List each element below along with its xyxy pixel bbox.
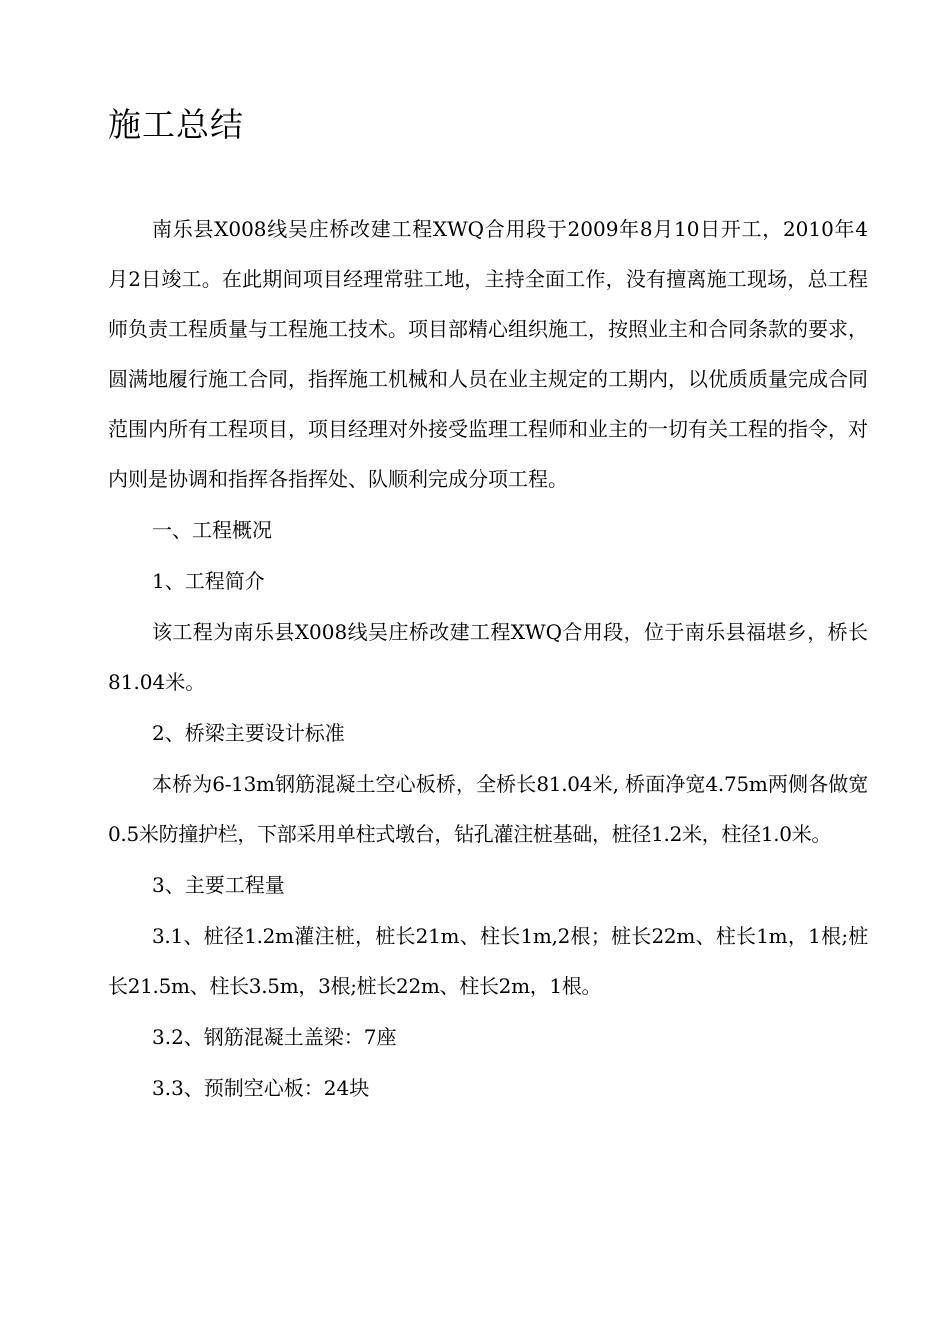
paragraph-project-location: 该工程为南乐县X008线吴庄桥改建工程XWQ合用段，位于南乐县福堪乡，桥长81.04米。 <box>108 620 868 694</box>
subsection-heading-quantities: 3、主要工程量 <box>152 873 285 897</box>
subsection-heading-design-standards: 2、桥梁主要设计标准 <box>152 721 345 745</box>
document-title: 施工总结 <box>108 105 244 144</box>
subsection-heading-intro: 1、工程简介 <box>152 569 265 593</box>
paragraph-intro: 南乐县X008线吴庄桥改建工程XWQ合用段于2009年8月10日开工，2010年4月2日竣工。在此期间项目经理常驻工地，主持全面工作，没有擅离施工现场，总工程师负责工程质量与工程施工技术。项目部精心组织施工，按照业主和合同条款的要求，圆满地履行施工合同，指挥施工机械和人员在业主规定的工期内，以优质质量完成合同范围内所有工程项目，项目经理对外接受监理工程师和业主的一切有关工程的指令，对内则是协调和指挥各指挥处、队顺利完成分项工程。 <box>108 217 868 491</box>
paragraph-quantity-piles: 3.1、桩径1.2m灌注桩，桩长21m、柱长1m,2根；桩长22m、柱长1m，1根;桩长21.5m、柱长3.5m，3根;桩长22m、柱长2m，1根。 <box>108 924 868 998</box>
paragraph-design-standards: 本桥为6-13m钢筋混凝土空心板桥，全桥长81.04米, 桥面净宽4.75m两侧各做宽0.5米防撞护栏，下部采用单柱式墩台，钻孔灌注桩基础，桩径1.2米，柱径1.0米。 <box>108 772 868 846</box>
document-body <box>108 204 868 1114</box>
paragraph-quantity-hollow-slabs: 3.3、预制空心板：24块 <box>152 1076 370 1100</box>
paragraph-quantity-cap-beams: 3.2、钢筋混凝土盖梁：7座 <box>152 1025 397 1049</box>
section-heading-overview: 一、工程概况 <box>152 518 272 542</box>
